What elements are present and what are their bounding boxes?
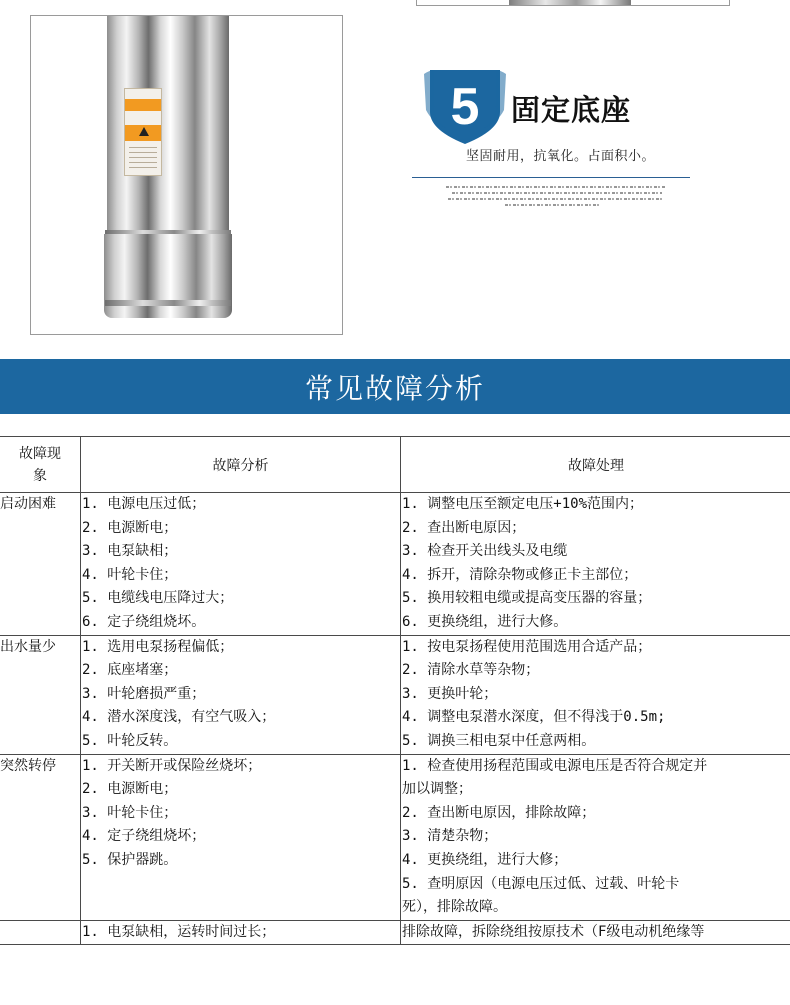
- handling-cell: [401, 635, 790, 754]
- number-shield-icon: [424, 66, 506, 146]
- list-item: 4. 潜水深度浅，有空气吸入；: [82, 709, 276, 726]
- header-handling: 故障处理: [401, 437, 790, 493]
- fault-table: [0, 436, 790, 945]
- list-item: 3. 检查开关出线头及电缆: [402, 543, 568, 560]
- list-item: 3. 更换叶轮；: [402, 685, 498, 702]
- list-item: 4. 定子绕组烧坏；: [82, 828, 206, 845]
- list-item: 1. 开关断开或保险丝烧坏；: [82, 757, 262, 774]
- list-item: 4. 拆开，清除杂物或修正卡主部位；: [402, 566, 638, 583]
- list-item: 2. 查出断电原因；: [402, 519, 526, 536]
- handling-cell: [401, 920, 790, 945]
- table-row: [0, 635, 790, 754]
- list-item: 3. 电泵缺相；: [82, 543, 178, 560]
- pump-pipe-tip: [509, 0, 631, 6]
- feature-number: 5: [450, 78, 480, 136]
- list-item: 1. 按电泵扬程使用范围选用合适产品；: [402, 638, 652, 655]
- list-item: 3. 叶轮卡住；: [82, 804, 178, 821]
- handling-cell: [401, 493, 790, 636]
- list-item: 加以调整；: [402, 781, 472, 798]
- pump-ring: [105, 300, 231, 306]
- symptom-cell: [0, 920, 81, 945]
- divider: [412, 177, 690, 178]
- analysis-cell: [81, 635, 401, 754]
- list-item: 5. 调换三相电泵中任意两相。: [402, 732, 596, 749]
- warning-icon: [139, 127, 149, 136]
- list-item: 死），排除故障。: [402, 899, 507, 916]
- list-item: 5. 叶轮反转。: [82, 732, 178, 749]
- handling-cell: [401, 754, 790, 920]
- fine-print: [446, 186, 666, 188]
- product-image-partial: [416, 0, 730, 6]
- list-item: 1. 选用电泵扬程偏低；: [82, 638, 234, 655]
- list-item: 2. 底座堵塞；: [82, 662, 178, 679]
- pump-label-plate: [124, 88, 162, 176]
- section-title: 常见故障分析: [304, 371, 485, 405]
- symptom-cell: 突然转停: [0, 754, 81, 920]
- fine-print: [448, 198, 664, 200]
- list-item: 4. 更换绕组，进行大修；: [402, 851, 568, 868]
- symptom-cell: 出水量少: [0, 635, 81, 754]
- fine-print: [452, 192, 662, 194]
- product-image: [30, 15, 343, 335]
- list-item: 排除故障，拆除绕组按原技术（F级电动机绝缘等: [402, 923, 705, 940]
- analysis-cell: [81, 920, 401, 945]
- feature-description: 坚固耐用，抗氧化。占面积小。: [466, 149, 656, 164]
- list-item: 6. 更换绕组，进行大修。: [402, 613, 568, 630]
- list-item: 2. 清除水草等杂物；: [402, 662, 540, 679]
- table-header-row: [0, 437, 790, 493]
- list-item: 5. 查明原因（电源电压过低、过载、叶轮卡: [402, 875, 680, 892]
- list-item: 4. 调整电泵潜水深度，但不得浅于0.5m;: [402, 709, 666, 726]
- header-analysis: 故障分析: [81, 437, 401, 493]
- list-item: 5. 电缆线电压降过大；: [82, 590, 234, 607]
- header-symptom: 故障现象: [0, 437, 81, 493]
- list-item: 6. 定子绕组烧坏。: [82, 613, 206, 630]
- list-item: 1. 检查使用扬程范围或电源电压是否符合规定并: [402, 757, 708, 774]
- list-item: 5. 保护器跳。: [82, 851, 178, 868]
- list-item: 2. 电源断电；: [82, 781, 178, 798]
- section-banner: [0, 359, 790, 414]
- list-item: 1. 调整电压至额定电压+10%范围内；: [402, 496, 644, 512]
- table-row: [0, 920, 790, 945]
- feature-title: 固定底座: [511, 93, 632, 127]
- list-item: 1. 电源电压过低；: [82, 496, 206, 512]
- list-item: 4. 叶轮卡住；: [82, 566, 178, 583]
- list-item: 2. 查出断电原因，排除故障；: [402, 804, 596, 821]
- list-item: 5. 换用较粗电缆或提高变压器的容量；: [402, 590, 652, 607]
- list-item: 2. 电源断电；: [82, 519, 178, 536]
- list-item: 3. 叶轮磨损严重；: [82, 685, 206, 702]
- analysis-cell: [81, 754, 401, 920]
- list-item: 3. 清楚杂物；: [402, 828, 498, 845]
- table-row: [0, 493, 790, 636]
- analysis-cell: [81, 493, 401, 636]
- list-item: 1. 电泵缺相，运转时间过长；: [82, 923, 276, 940]
- symptom-cell: 启动困难: [0, 493, 81, 636]
- table-row: [0, 754, 790, 920]
- fine-print: [505, 204, 601, 206]
